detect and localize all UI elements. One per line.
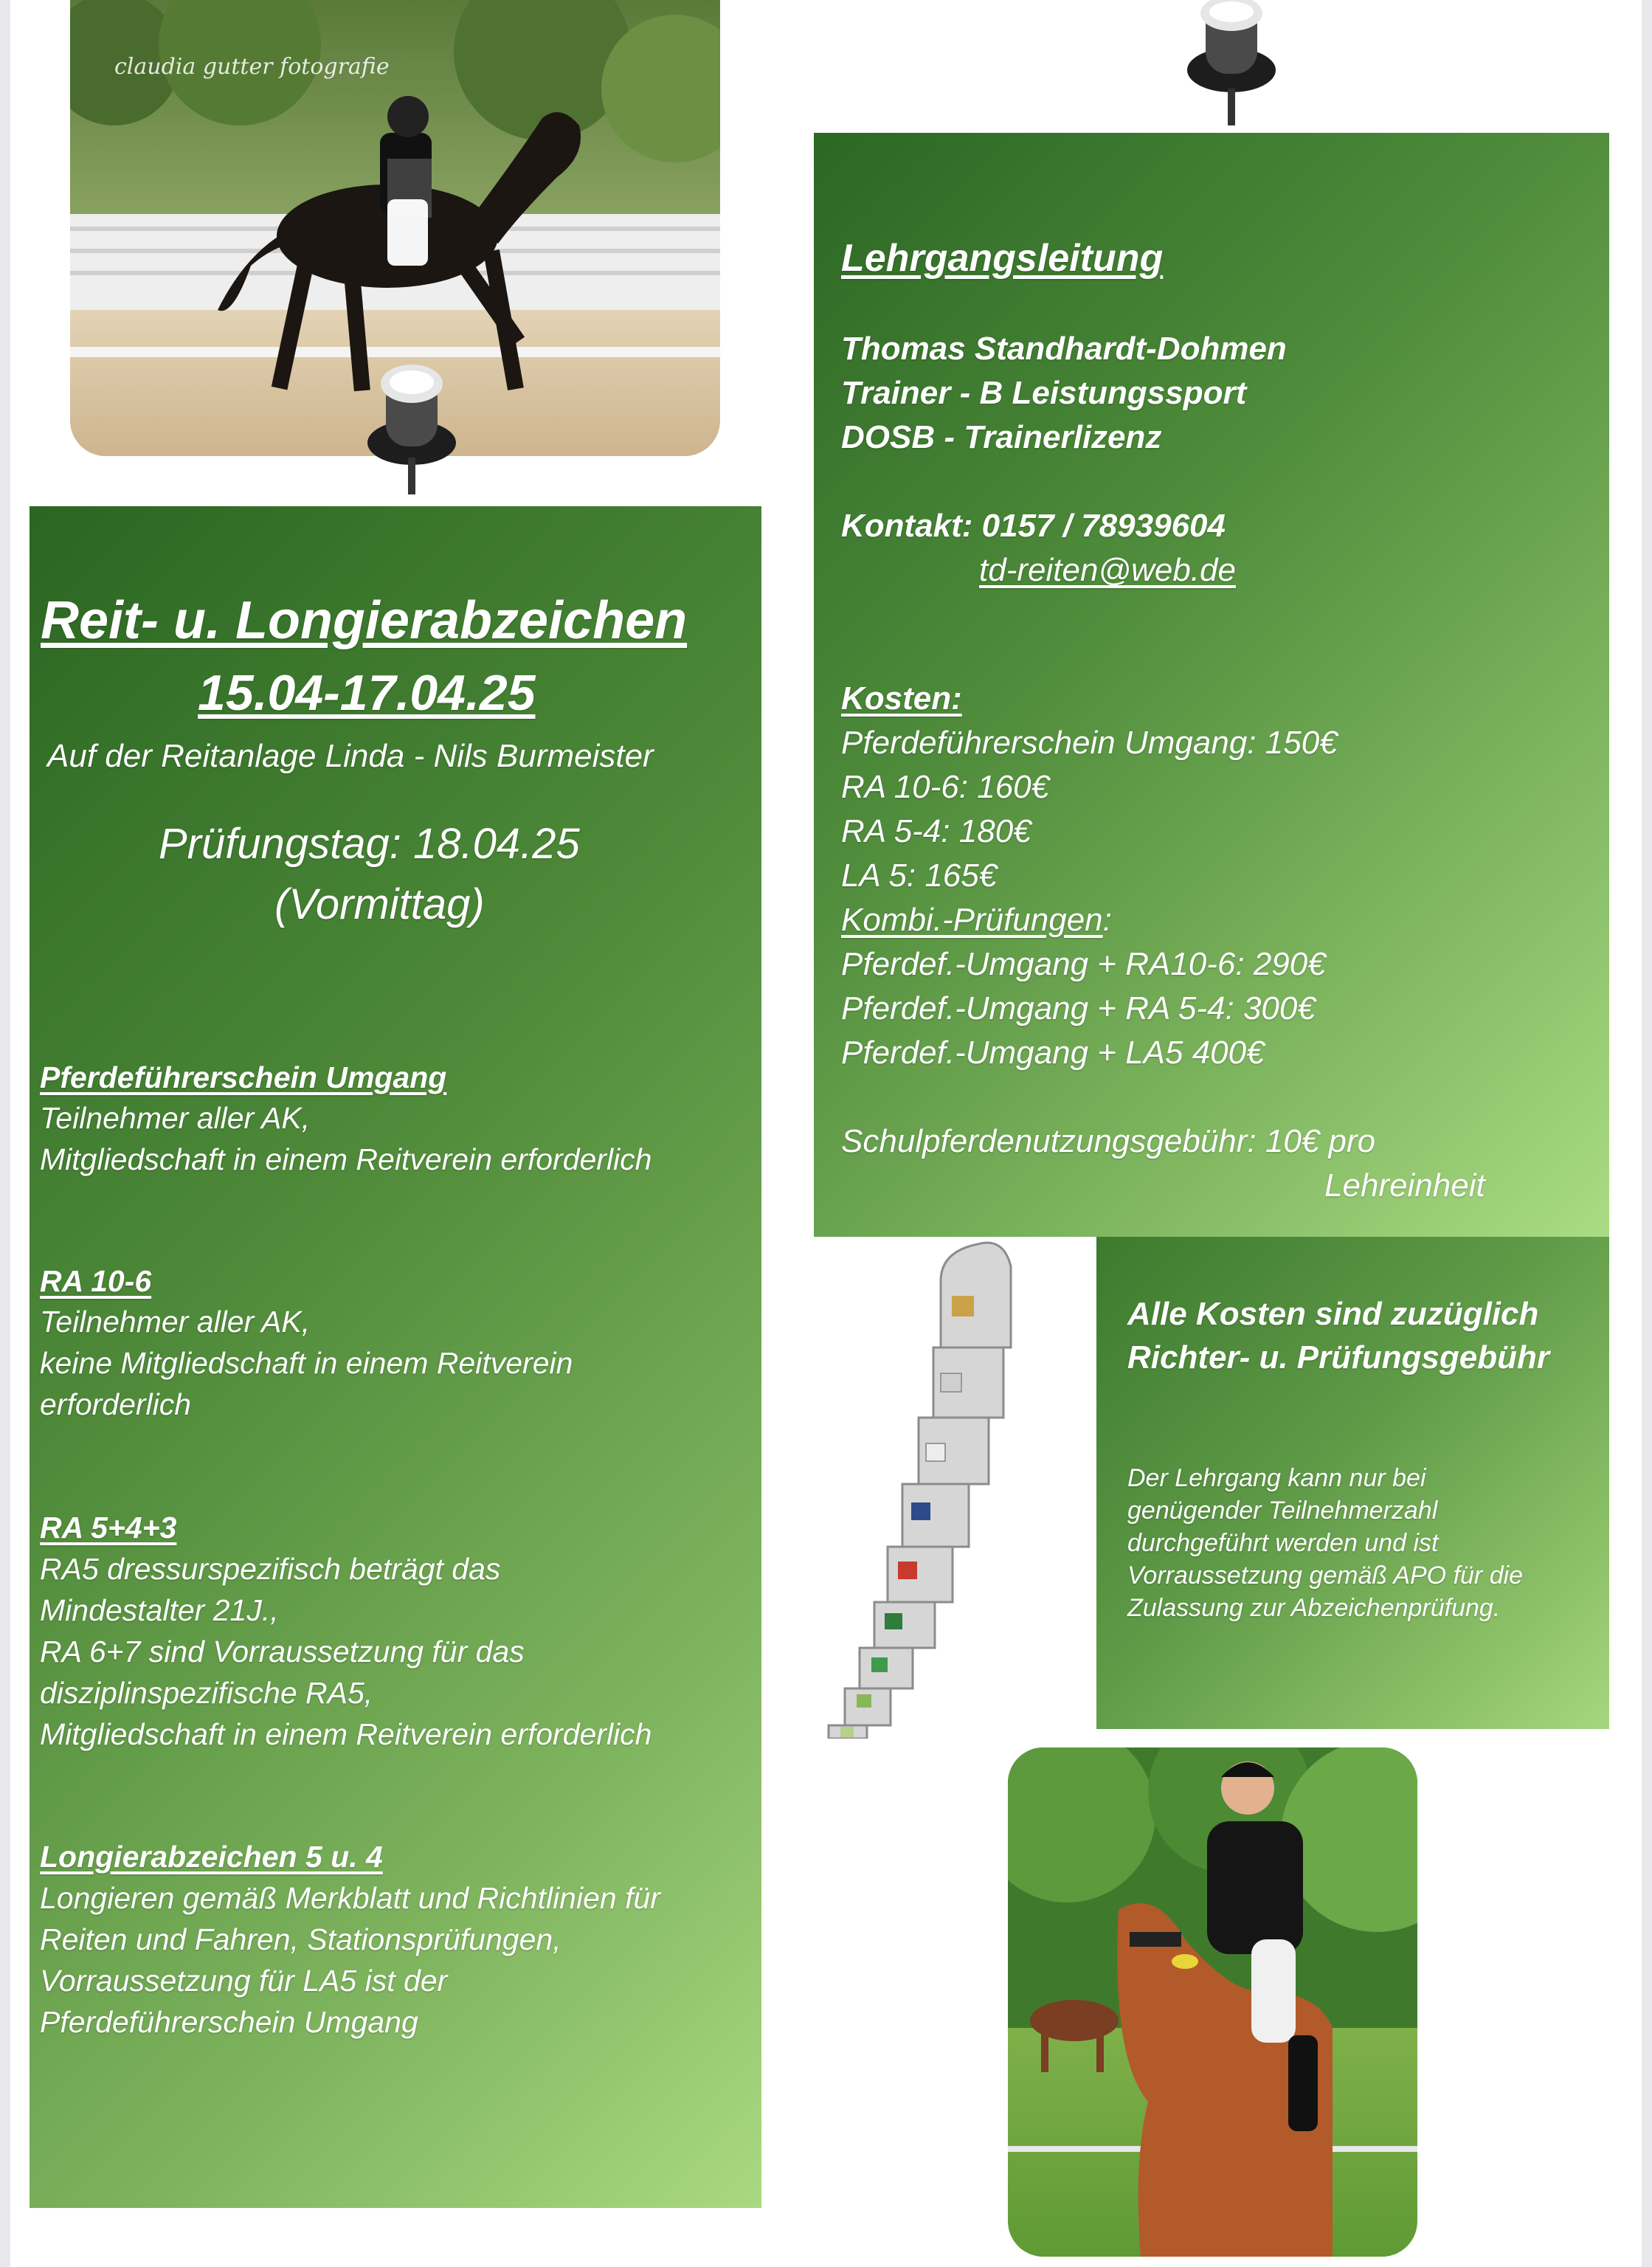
section-line: keine Mitgliedschaft in einem Reitverein: [40, 1346, 573, 1380]
section-heading-ra-5-4-3: RA 5+4+3: [40, 1511, 177, 1545]
kombi-heading-label: Kombi.-Prüfungen: [841, 902, 1103, 938]
section-heading-ra-10-6: RA 10-6: [40, 1264, 152, 1298]
section-line: Mitgliedschaft in einem Reitverein erforderlich: [40, 1142, 652, 1176]
riding-badges-illustration: [808, 1237, 1088, 1739]
condition-note-line: durchgeführt werden und ist: [1127, 1529, 1439, 1557]
condition-note-line: genügender Teilnehmerzahl: [1127, 1497, 1438, 1525]
condition-note-line: Zulassung zur Abzeichenprüfung.: [1127, 1594, 1501, 1622]
contact-phone: Kontakt: 0157 / 78939604: [841, 508, 1226, 544]
fee-note-line-2: Richter- u. Prüfungsgebühr: [1127, 1339, 1549, 1376]
cost-item: RA 10-6: 160€: [841, 769, 1050, 805]
section-line: Mitgliedschaft in einem Reitverein erforderlich: [40, 1717, 652, 1751]
condition-note-line: Vorraussetzung gemäß APO für die: [1127, 1562, 1524, 1590]
cost-item: RA 5-4: 180€: [841, 813, 1031, 849]
cost-item: Pferdeführerschein Umgang: 150€: [841, 725, 1338, 761]
section-line: Pferdeführerschein Umgang: [40, 2005, 418, 2039]
section-line: Mindestalter 21J.,: [40, 1593, 279, 1627]
lesson-horse-fee: Schulpferdenutzungsgebühr: 10€ pro: [841, 1123, 1376, 1159]
leader-heading: Lehrgangsleitung: [841, 237, 1164, 280]
section-line: Teilnehmer aller AK,: [40, 1305, 311, 1339]
kombi-heading: [841, 902, 1112, 939]
section-line: Vorraussetzung für LA5 ist der: [40, 1964, 448, 1998]
course-venue: Auf der Reitanlage Linda - Nils Burmeister: [47, 738, 654, 774]
kombi-item: Pferdef.-Umgang + RA 5-4: 300€: [841, 990, 1316, 1026]
fee-note-line-1: Alle Kosten sind zuzüglich: [1127, 1296, 1539, 1332]
section-line: Longieren gemäß Merkblatt und Richtlinien für: [40, 1881, 660, 1915]
dressage-photo-bottom: [1008, 1747, 1417, 2257]
section-heading-pferdefuehrerschein: Pferdeführerschein Umgang: [40, 1060, 447, 1094]
section-line: disziplinspezifische RA5,: [40, 1676, 373, 1710]
contact-email-link[interactable]: td-reiten@web.de: [979, 552, 1236, 588]
section-line: Teilnehmer aller AK,: [40, 1101, 311, 1135]
lesson-horse-fee-unit: Lehreinheit: [1324, 1167, 1485, 1204]
cost-item: LA 5: 165€: [841, 858, 998, 894]
costs-heading: Kosten:: [841, 680, 962, 717]
kombi-item: Pferdef.-Umgang + RA10-6: 290€: [841, 946, 1326, 982]
trainer-name: Thomas Standhardt-Dohmen: [841, 331, 1287, 367]
exam-day-note: (Vormittag): [274, 880, 485, 928]
course-dates: 15.04-17.04.25: [198, 665, 536, 721]
push-pin-icon: [364, 362, 460, 505]
exam-day: Prüfungstag: 18.04.25: [159, 820, 580, 868]
kombi-item: Pferdef.-Umgang + LA5 400€: [841, 1035, 1265, 1071]
trainer-license: DOSB - Trainerlizenz: [841, 419, 1162, 455]
push-pin-icon: [1183, 0, 1279, 133]
photo-watermark: claudia gutter fotografie: [114, 54, 390, 80]
page-edge-right: [1642, 0, 1652, 2267]
section-line: RA 6+7 sind Vorraussetzung für das: [40, 1635, 525, 1669]
course-title: Reit- u. Longierabzeichen: [41, 591, 688, 650]
trainer-qualification: Trainer - B Leistungssport: [841, 375, 1247, 411]
section-line: erforderlich: [40, 1387, 192, 1421]
section-line: Reiten und Fahren, Stationsprüfungen,: [40, 1922, 561, 1956]
condition-note-line: Der Lehrgang kann nur bei: [1127, 1464, 1426, 1492]
section-line: RA5 dressurspezifisch beträgt das: [40, 1552, 501, 1586]
section-heading-longierabzeichen: Longierabzeichen 5 u. 4: [40, 1840, 383, 1874]
page-edge-left: [0, 0, 10, 2267]
kombi-heading-colon: :: [1102, 902, 1112, 938]
